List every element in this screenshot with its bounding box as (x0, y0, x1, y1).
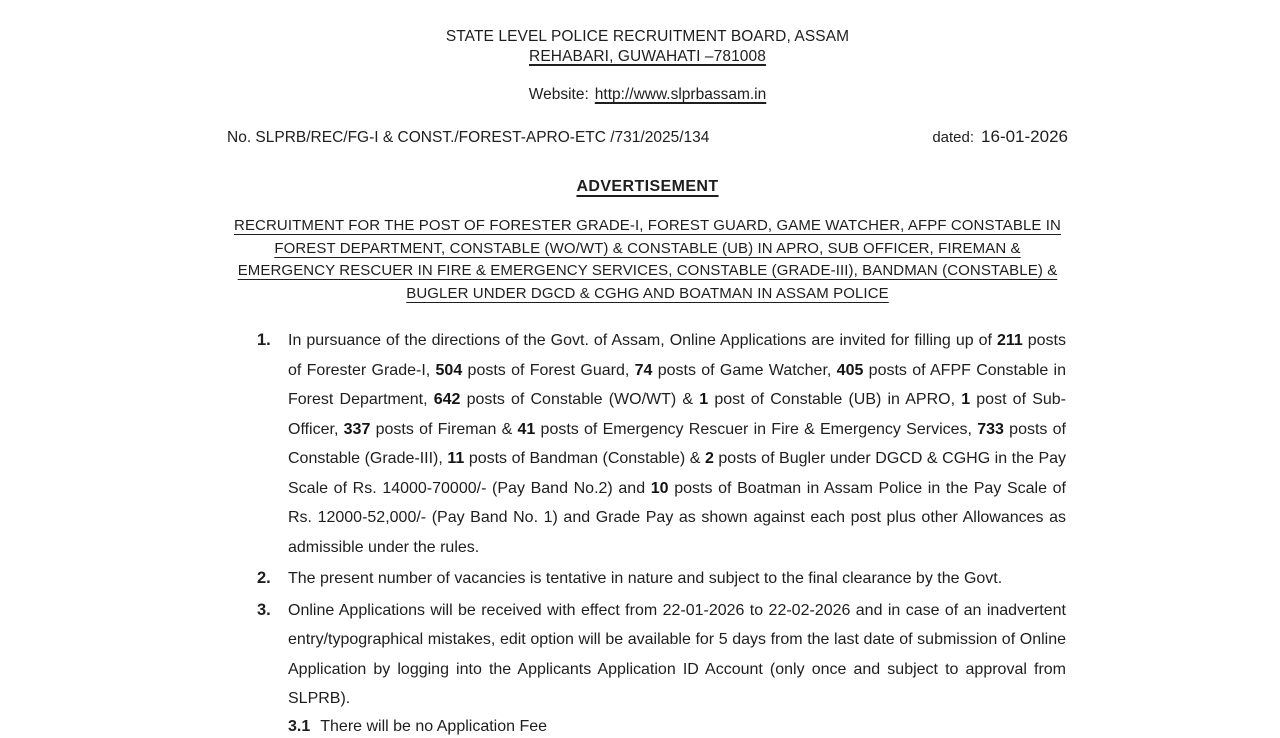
item-number: 3.1 (288, 717, 311, 735)
item-text: In pursuance of the directions of the Govt. of Assam, Online Applications are invited for filling up of 211 posts of Forester Grade-I, 504 posts of Forest Guard, 74 posts of Game Watcher, 405 posts of AFPF Constable in Forest Department, 642 posts of Constable (WO/WT) & 1 post of Constable (UB) in APRO, 1 post of Sub-Officer, 337 posts of Fireman & 41 posts of Emergency Rescuer in Fire & Emergency Services, 733 posts of Constable (Grade-III), 11 posts of Bandman (Constable) & 2 posts of Bugler under DGCD & CGHG in the Pay Scale of Rs. 14000-70000/- (Pay Band No.2) and 10 posts of Boatman in Assam Police in the Pay Scale of Rs. 12000-52,000/- (Pay Band No. 1) and Grade Pay as shown against each post plus other Allowances as admissible under the rules. (288, 332, 1067, 556)
website-link[interactable]: http://www.slprbassam.in (594, 86, 767, 103)
dated-label: dated: (932, 129, 975, 146)
numbered-item (257, 326, 1067, 562)
org-address: REHABARI, GUWAHATI –781008 (529, 48, 766, 65)
numbered-item (257, 596, 1066, 714)
item-text: Online Applications will be received with effect from 22-01-2026 to 22-02-2026 and in case of an inadvertent entry/typographical mistakes, edit option will be available for 5 days from the last date of submission of Online Application by logging into the Applicants Application ID Account (only once and subject to approval from SLPRB). (288, 601, 1066, 707)
item-text: There will be no Application Fee (320, 717, 548, 735)
item-number: 3. (257, 600, 271, 619)
reference-number: No. SLPRB/REC/FG-I & CONST./FOREST-APRO-ETC /731/2025/134 (227, 129, 710, 146)
org-name: STATE LEVEL POLICE RECRUITMENT BOARD, ASSAM (445, 28, 850, 45)
item-text: The present number of vacancies is tentative in nature and subject to the final clearance by the Govt. (288, 570, 1003, 587)
date-line (932, 128, 1068, 146)
document-content (227, 0, 1068, 738)
reference-line (227, 128, 1068, 146)
sub-item (288, 716, 1066, 738)
numbered-item (257, 564, 1066, 594)
item-number: 1. (257, 331, 271, 349)
item-number: 2. (257, 569, 271, 587)
letterhead (227, 27, 1068, 67)
dated-value: 16-01-2026 (981, 127, 1068, 146)
website-label: Website: (528, 86, 589, 103)
website-line (227, 86, 1068, 104)
advertisement-title: ADVERTISEMENT (576, 178, 719, 195)
recruitment-heading: RECRUITMENT FOR THE POST OF FORESTER GRADE-I, FOREST GUARD, GAME WATCHER, AFPF CONSTABLE IN FOREST DEPARTMENT, CONSTABLE (WO/WT) & CONSTABLE (UB) IN APRO, SUB OFFICER, FIREMAN & EMERGENCY RESCUER IN FIRE & EMERGENCY SERVICES, CONSTABLE (GRADE-III), BANDMAN (CONSTABLE) & BUGLER UNDER DGCD & CGHG AND BOATMAN IN ASSAM POLICE (234, 217, 1061, 302)
numbered-list (227, 326, 1068, 738)
advertisement-title-row (227, 177, 1068, 196)
